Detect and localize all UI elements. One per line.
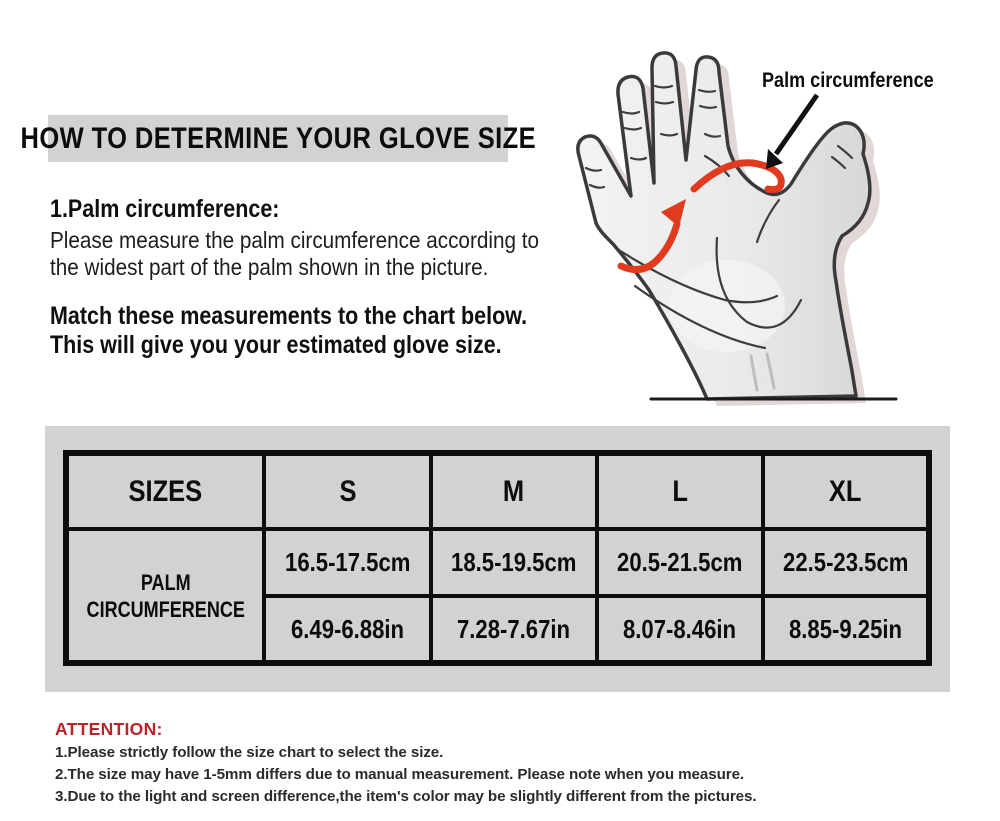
cell-l-cm: 20.5-21.5cm	[597, 529, 763, 596]
size-chart-table	[63, 450, 932, 666]
page-title: HOW TO DETERMINE YOUR GLOVE SIZE	[20, 121, 536, 155]
cell-m-cm: 18.5-19.5cm	[431, 529, 597, 596]
size-chart-panel	[45, 426, 950, 692]
cell-s-in: 6.49-6.88in	[264, 596, 430, 663]
attention-heading: ATTENTION:	[55, 719, 163, 739]
match-instruction-line1: Match these measurements to the chart below.	[50, 302, 528, 330]
attention-item-2: 2.The size may have 1-5mm differs due to manual measurement. Please note when you measure.	[55, 765, 745, 783]
pointer-arrow-line	[776, 95, 817, 154]
header-m: M	[431, 453, 597, 529]
cell-xl-cm: 22.5-23.5cm	[763, 529, 929, 596]
header-xl: XL	[763, 453, 929, 529]
header-s: S	[264, 453, 430, 529]
cell-l-in: 8.07-8.46in	[597, 596, 763, 663]
page-title-bar	[20, 115, 536, 162]
palm-circumference-label: Palm circumference	[762, 69, 934, 92]
step1-body-line2: the widest part of the palm shown in the picture.	[50, 254, 489, 280]
header-l: L	[597, 453, 763, 529]
table-row-cm	[66, 529, 929, 596]
step1-heading	[50, 195, 317, 224]
cell-xl-in: 8.85-9.25in	[763, 596, 929, 663]
match-instruction-line2: This will give you your estimated glove size.	[50, 331, 502, 359]
glove-hand-illustration	[555, 38, 995, 428]
row-label-palm-circumference: PALM CIRCUMFERENCE	[66, 529, 264, 663]
attention-item-1: 1.Please strictly follow the size chart to select the size.	[55, 744, 444, 761]
attention-section	[55, 719, 756, 807]
attention-item-3: 3.Due to the light and screen difference,the item's color may be slightly different from the pictures.	[55, 787, 757, 805]
cell-m-in: 7.28-7.67in	[431, 596, 597, 663]
step1-heading-text: 1.Palm circumference:	[50, 195, 280, 223]
header-sizes: SIZES	[66, 453, 264, 529]
table-header-row	[66, 453, 929, 529]
palm-highlight	[669, 260, 785, 352]
cell-s-cm: 16.5-17.5cm	[264, 529, 430, 596]
step1-body-line1: Please measure the palm circumference according to	[50, 227, 539, 253]
